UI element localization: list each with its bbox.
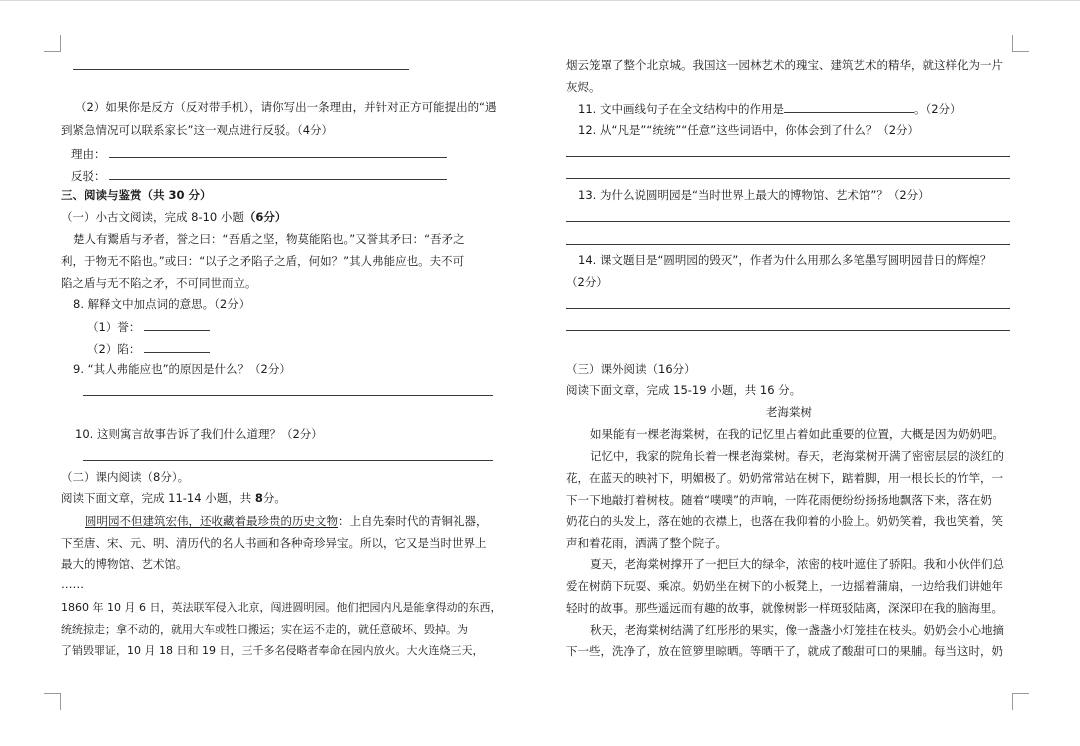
q10-answer-line[interactable]	[83, 460, 493, 461]
q11-score: 。（2分）	[913, 102, 962, 116]
story-line: 下一下地敲打着树枝。随着“噗噗”的声响，一阵花雨便纷纷扬扬地飘落下来，落在奶	[566, 493, 992, 507]
part2-instr-unit: 分。	[262, 491, 286, 505]
story-line: 如果能有一棵老海棠树，在我的记忆里占着如此重要的位置，大概是因为奶奶吧。	[590, 427, 1004, 441]
q14-answer-line[interactable]	[566, 330, 1010, 331]
story-line: 爱在树荫下玩耍、乘凉。奶奶坐在树下的小板凳上，一边摇着蒲扇，一边给我们讲她年	[566, 579, 1003, 593]
section3-title: 三、阅读与鉴赏（共 30 分）	[61, 188, 212, 202]
rebut-label: 反驳：	[71, 169, 106, 183]
story-line: 轻时的故事。那些遥远而有趣的故事，就像树影一样斑驳陆离，深深印在我的脑海里。	[566, 601, 1003, 615]
ellipsis: ……	[61, 577, 84, 591]
part2-instr-text: 阅读下面文章，完成 11-14 小题，共	[61, 491, 255, 505]
story-line: 声和着花雨，洒满了整个院子。	[566, 536, 727, 550]
passage-line: 最大的博物馆、艺术馆。	[61, 557, 188, 571]
q11-text: 11. 文中画线句子在全文结构中的作用是	[578, 102, 784, 116]
passage2-line: 统统掠走；拿不动的，就用大车或牲口搬运；实在运不走的，就任意破坏、毁掉。为	[61, 623, 468, 636]
q7-2-line1: （2）如果你是反方（反对带手机），请你写出一条理由，并针对正方可能提出的“遇	[75, 100, 497, 114]
story-line: 奶花白的头发上，落在她的衣襟上，也落在我仰着的小脸上。奶奶笑着，我也笑着，笑	[566, 514, 1003, 528]
q8: 8. 解释文中加点词的意思。（2分）	[73, 297, 251, 311]
continued-line: 灰烬。	[566, 80, 601, 94]
q11-row	[578, 101, 962, 116]
rebut-row	[71, 168, 447, 183]
reason-label: 理由：	[71, 147, 106, 161]
part1-title	[61, 210, 286, 224]
part1-title-text: （一）小古文阅读，完成 8-10 小题	[61, 210, 244, 224]
passage-line	[85, 514, 488, 528]
story-line: 记忆中，我家的院角长着一棵老海棠树。春天，老海棠树开满了密密层层的淡红的	[590, 449, 1004, 463]
q13-answer-line[interactable]	[566, 221, 1010, 222]
q7-2-line2: 到紧急情况可以联系家长”这一观点进行反驳。（4分）	[61, 123, 334, 137]
crop-mark-top-right	[1012, 35, 1029, 52]
q8-2-label: （2）陷：	[87, 342, 141, 356]
underlined-sentence: 圆明园不但建筑宏伟，还收藏着最珍贵的历史文物	[85, 514, 338, 528]
passage-line: 下至唐、宋、元、明、清历代的名人书画和各种奇珍异宝。所以，它又是当时世界上	[61, 536, 487, 550]
q12: 12. 从“凡是”“统统”“任意”这些词语中，你体会到了什么？（2分）	[578, 123, 920, 137]
reason-row	[71, 146, 447, 161]
answer-line-q7-1	[73, 69, 409, 70]
q8-1-answer-line[interactable]	[144, 319, 210, 331]
part2-instr-score: 8	[254, 491, 263, 505]
part3-title: （三）课外阅读（16分）	[566, 362, 696, 376]
q14-line2: （2分）	[566, 275, 608, 289]
rebut-answer-line[interactable]	[109, 168, 447, 180]
reason-answer-line[interactable]	[109, 146, 447, 158]
q8-1-row	[87, 319, 210, 334]
passage2-line: 了销毁罪证，10 月 18 日和 19 日，三千多名侵略者奉命在园内放火。大火连烧三天，	[61, 644, 484, 657]
crop-mark-bottom-left	[44, 693, 61, 710]
story-title: 老海棠树	[766, 405, 812, 419]
story-line: 花，在蓝天的映衬下，明媚极了。奶奶常常站在树下，踮着脚，用一根长长的竹竿，一	[566, 471, 1003, 485]
story-line: 夏天，老海棠树撑开了一把巨大的绿伞，浓密的枝叶遮住了骄阳。我和小伙伴们总	[590, 557, 1004, 571]
q9-answer-line[interactable]	[83, 395, 493, 396]
passage2-line: 1860 年 10 月 6 日，英法联军侵入北京，闯进圆明园。他们把园内凡是能拿得动的东西，	[61, 601, 502, 614]
crop-mark-top-left	[44, 35, 61, 52]
q9: 9. “其人弗能应也”的原因是什么？（2分）	[73, 362, 291, 376]
classical-text-line: 楚人有鬻盾与矛者，誉之曰：“吾盾之坚，物莫能陷也。”又誉其矛曰：“吾矛之	[73, 232, 465, 246]
part2-instruction	[61, 491, 286, 505]
q10: 10. 这则寓言故事告诉了我们什么道理？（2分）	[75, 427, 323, 441]
part1-title-score: （6分）	[243, 210, 287, 224]
q13-answer-line[interactable]	[566, 244, 1010, 245]
q13: 13. 为什么说圆明园是“当时世界上最大的博物馆、艺术馆”？（2分）	[578, 188, 930, 202]
q8-2-answer-line[interactable]	[144, 341, 210, 353]
classical-text-line: 利，于物无不陷也。”或曰：“以子之矛陷子之盾，何如？”其人弗能应也。夫不可	[61, 254, 465, 268]
classical-text-line: 陷之盾与无不陷之矛，不可同世而立。	[61, 276, 257, 290]
crop-mark-bottom-right	[1012, 693, 1029, 710]
story-line: 秋天，老海棠树结满了红彤彤的果实，像一盏盏小灯笼挂在枝头。奶奶会小心地摘	[590, 623, 1004, 637]
passage-line-rest: ：上自先秦时代的青铜礼器，	[338, 514, 488, 528]
q12-answer-line[interactable]	[566, 156, 1010, 157]
q14-line1: 14. 课文题目是“圆明园的毁灭”，作者为什么用那么多笔墨写圆明园昔日的辉煌？	[578, 253, 992, 267]
q14-answer-line[interactable]	[566, 308, 1010, 309]
part3-instruction: 阅读下面文章，完成 15-19 小题，共 16 分。	[566, 383, 802, 397]
story-line: 下一些，洗净了，放在笸箩里晾晒。等晒干了，就成了酸甜可口的果脯。每当这时，奶	[566, 644, 1003, 658]
part2-title: （二）课内阅读（8分）。	[61, 470, 190, 484]
q12-answer-line[interactable]	[566, 178, 1010, 179]
q8-1-label: （1）誉：	[87, 320, 141, 334]
q8-2-row	[87, 341, 210, 356]
q11-answer-line[interactable]	[784, 101, 914, 113]
continued-line: 烟云笼罩了整个北京城。我国这一园林艺术的瑰宝、建筑艺术的精华，就这样化为一片	[566, 58, 1003, 72]
